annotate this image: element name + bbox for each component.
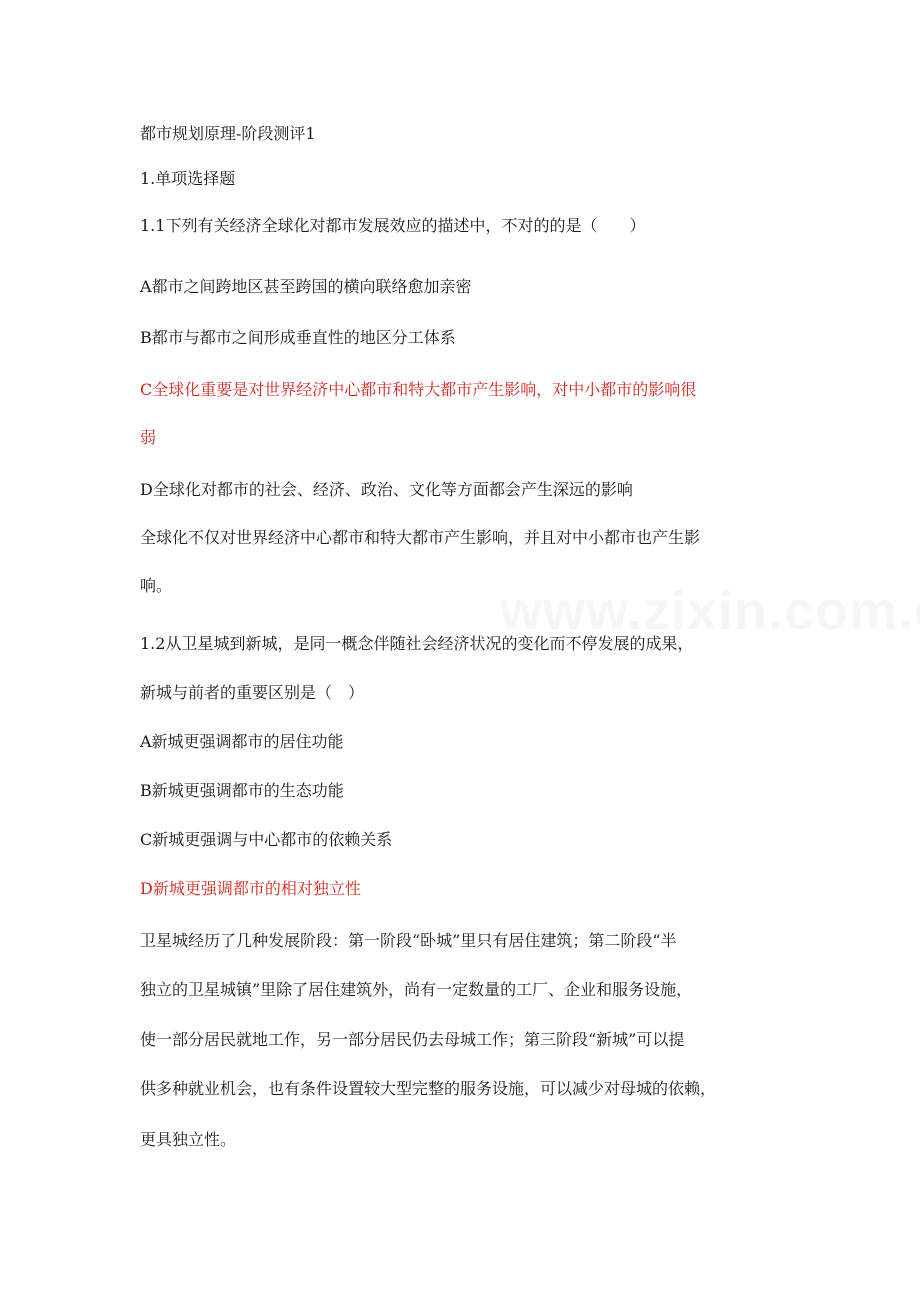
question-stem: 1.2从卫星城到新城，是同一概念伴随社会经济状况的变化而不停发展的成果， (140, 634, 694, 653)
option-d: D全球化对都市的社会、经济、政治、文化等方面都会产生深远的影响 (140, 480, 633, 499)
explanation-line: 全球化不仅对世界经济中心都市和特大都市产生影响，并且对中小都市也产生影 (140, 528, 701, 547)
option-d-correct: D新城更强调都市的相对独立性 (140, 879, 361, 898)
explanation-line: 独立的卫星城镇”里除了居住建筑外，尚有一定数量的工厂、企业和服务设施， (140, 980, 693, 999)
explanation-line: 使一部分居民就地工作，另一部分居民仍去母城工作；第三阶段“新城”可以提 (140, 1030, 685, 1049)
option-a: A新城更强调都市的居住功能 (140, 732, 344, 751)
option-a: A都市之间跨地区甚至跨国的横向联络愈加亲密 (140, 277, 472, 296)
option-line: C全球化重要是对世界经济中心都市和特大都市产生影响，对中小都市的影响很 (140, 380, 697, 399)
explanation-line: 供多种就业机会，也有条件设置较大型完整的服务设施，可以减少对母城的依赖， (140, 1079, 717, 1098)
option-line: 弱 (140, 428, 157, 447)
option-c: C新城更强调与中心都市的依赖关系 (140, 830, 393, 849)
document-title: 都市规划原理-阶段测评1 (140, 124, 316, 143)
question-stem: 1.1下列有关经济全球化对都市发展效应的描述中，不对的的是（ ） (140, 216, 646, 235)
explanation-line: 响。 (140, 576, 173, 595)
question-stem: 新城与前者的重要区别是（ ） (140, 683, 365, 702)
explanation-line: 更具独立性。 (140, 1130, 237, 1149)
explanation-line: 卫星城经历了几种发展阶段：第一阶段“卧城”里只有居住建筑；第二阶段“半 (140, 931, 677, 950)
option-b: B新城更强调都市的生态功能 (140, 781, 344, 800)
option-b: B都市与都市之间形成垂直性的地区分工体系 (140, 328, 456, 347)
section-heading: 1.单项选择题 (140, 169, 236, 188)
